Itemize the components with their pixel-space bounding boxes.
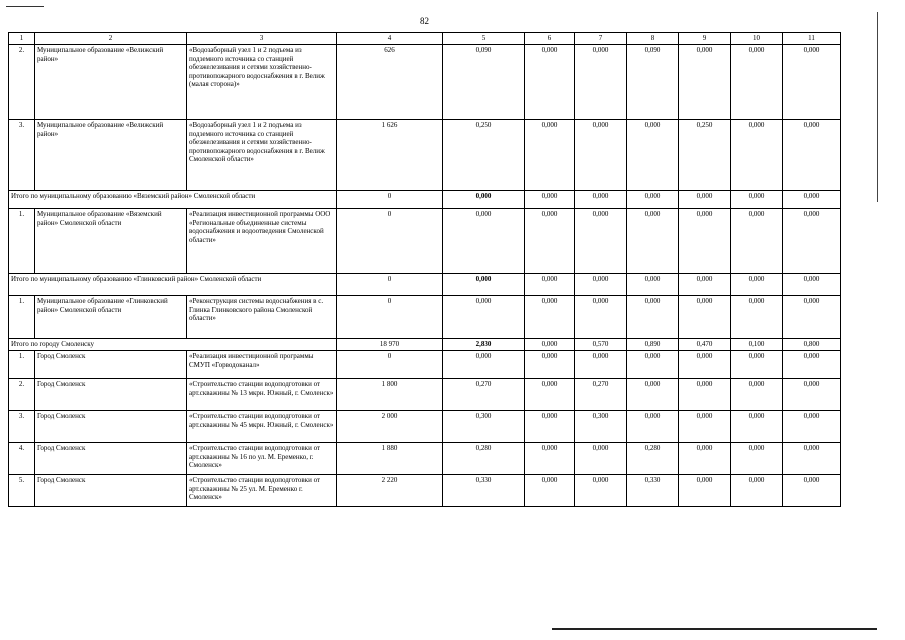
value-cell: 0 <box>337 296 443 339</box>
bottom-rule <box>552 628 877 630</box>
value-cell: 0,300 <box>443 411 525 443</box>
value-cell: 0,000 <box>575 475 627 507</box>
value-cell: 0,000 <box>525 379 575 411</box>
municipality-cell: Муниципальное образование «Глинковский район» Смоленской области <box>35 296 187 339</box>
header-cell: 11 <box>783 33 841 45</box>
municipality-cell: Город Смоленск <box>35 351 187 379</box>
value-cell: 0,250 <box>443 120 525 191</box>
value-cell: 0,000 <box>575 443 627 475</box>
row-number: 1. <box>9 351 35 379</box>
value-cell: 0,000 <box>525 45 575 120</box>
value-cell: 2 220 <box>337 475 443 507</box>
table-row <box>9 351 841 379</box>
value-cell: 626 <box>337 45 443 120</box>
value-cell <box>443 339 525 351</box>
value-cell: 0,000 <box>627 411 679 443</box>
value-cell: 0,000 <box>679 443 731 475</box>
project-cell: «Реализация инвестиционной программы ООО «Региональные объединенные системы водоснабжения и водоотведения Смоленской области» <box>187 209 337 274</box>
value-cell: 0,000 <box>575 45 627 120</box>
value-cell: 0 <box>337 209 443 274</box>
row-number: 4. <box>9 443 35 475</box>
value-cell: 0,000 <box>783 379 841 411</box>
value-cell: 0,000 <box>783 274 841 296</box>
value-cell: 0,000 <box>731 274 783 296</box>
total-row <box>9 339 841 351</box>
value-cell: 0,300 <box>575 411 627 443</box>
total-row <box>9 274 841 296</box>
row-number: 2. <box>9 379 35 411</box>
value-cell: 0,000 <box>731 475 783 507</box>
value-cell: 0,000 <box>783 45 841 120</box>
value-cell <box>443 274 525 296</box>
project-cell: «Строительство станции водоподготовки от арт.скважины № 16 по ул. М. Еременко, г. Смоленск» <box>187 443 337 475</box>
value-cell: 0,000 <box>575 209 627 274</box>
municipality-cell: Город Смоленск <box>35 411 187 443</box>
project-cell: «Реализация инвестиционной программы СМУП «Горводоканал» <box>187 351 337 379</box>
value-cell: 0 <box>337 351 443 379</box>
value-cell: 1 800 <box>337 379 443 411</box>
bold-value: 0,000 <box>475 275 492 283</box>
value-cell: 0,000 <box>679 351 731 379</box>
value-cell: 0,570 <box>575 339 627 351</box>
municipality-cell: Город Смоленск <box>35 475 187 507</box>
value-cell: 0,470 <box>679 339 731 351</box>
value-cell: 0,000 <box>783 475 841 507</box>
value-cell: 0,000 <box>443 209 525 274</box>
value-cell: 0,000 <box>679 45 731 120</box>
table-row <box>9 411 841 443</box>
total-label: Итого по муниципальному образованию «Вяземский район» Смоленской области <box>9 191 337 209</box>
value-cell: 0,000 <box>627 351 679 379</box>
header-cell: 7 <box>575 33 627 45</box>
value-cell: 0,000 <box>731 379 783 411</box>
header-cell: 4 <box>337 33 443 45</box>
header-cell: 1 <box>9 33 35 45</box>
total-label: Итого по муниципальному образованию «Глинковский район» Смоленской области <box>9 274 337 296</box>
value-cell: 0,890 <box>627 339 679 351</box>
value-cell: 0,000 <box>627 274 679 296</box>
value-cell <box>443 191 525 209</box>
value-cell: 0,330 <box>627 475 679 507</box>
table-row <box>9 45 841 120</box>
municipality-cell: Город Смоленск <box>35 443 187 475</box>
municipality-cell: Муниципальное образование «Вяземский район» Смоленской области <box>35 209 187 274</box>
header-cell: 6 <box>525 33 575 45</box>
total-label: Итого по городу Смоленску <box>9 339 337 351</box>
bold-value: 0,000 <box>475 192 492 200</box>
page-number: 82 <box>420 16 429 26</box>
project-cell: «Водозаборный узел 1 и 2 подъема из подземного источника со станцией обезжелезивания и сетями хозяйственно-противопожарного водоснабжения в г. Велиж Смоленской области» <box>187 120 337 191</box>
value-cell: 0,000 <box>679 411 731 443</box>
table-row <box>9 443 841 475</box>
value-cell: 0,000 <box>783 296 841 339</box>
value-cell: 0,280 <box>627 443 679 475</box>
header-cell: 10 <box>731 33 783 45</box>
table-row <box>9 209 841 274</box>
row-number: 5. <box>9 475 35 507</box>
header-row <box>9 33 841 45</box>
header-cell: 5 <box>443 33 525 45</box>
value-cell: 0,000 <box>783 209 841 274</box>
value-cell: 0,000 <box>525 296 575 339</box>
value-cell: 0,000 <box>679 475 731 507</box>
value-cell: 0,250 <box>679 120 731 191</box>
municipality-cell: Муниципальное образование «Велижский район» <box>35 45 187 120</box>
municipality-cell: Муниципальное образование «Велижский район» <box>35 120 187 191</box>
value-cell: 0,000 <box>627 191 679 209</box>
value-cell: 0,270 <box>443 379 525 411</box>
value-cell: 1 626 <box>337 120 443 191</box>
value-cell: 0,000 <box>575 296 627 339</box>
top-rule <box>6 6 44 7</box>
value-cell: 0,000 <box>525 120 575 191</box>
value-cell: 0,280 <box>443 443 525 475</box>
value-cell: 0,000 <box>731 120 783 191</box>
bold-value: 2,830 <box>475 340 492 348</box>
value-cell: 1 880 <box>337 443 443 475</box>
header-cell: 8 <box>627 33 679 45</box>
project-cell: «Строительство станции водоподготовки от арт.скважины № 25 ул. М. Еременко г. Смоленск» <box>187 475 337 507</box>
value-cell: 0,000 <box>443 296 525 339</box>
value-cell: 0,000 <box>525 209 575 274</box>
value-cell: 2 000 <box>337 411 443 443</box>
table-row <box>9 475 841 507</box>
value-cell: 0,800 <box>783 339 841 351</box>
header-cell: 3 <box>187 33 337 45</box>
value-cell: 0,100 <box>731 339 783 351</box>
value-cell: 0,000 <box>783 443 841 475</box>
value-cell: 0,000 <box>525 411 575 443</box>
project-cell: «Реконструкция системы водоснабжения в с. Глинка Глинковского района Смоленской области» <box>187 296 337 339</box>
value-cell: 0,000 <box>525 351 575 379</box>
value-cell: 0,000 <box>679 209 731 274</box>
table-row <box>9 296 841 339</box>
header-cell: 2 <box>35 33 187 45</box>
value-cell: 0,000 <box>575 274 627 296</box>
table-row <box>9 120 841 191</box>
project-cell: «Строительство станции водоподготовки от арт.скважины № 45 мкрн. Южный, г. Смоленск» <box>187 411 337 443</box>
value-cell: 18 970 <box>337 339 443 351</box>
value-cell: 0,000 <box>525 191 575 209</box>
value-cell: 0,000 <box>627 209 679 274</box>
value-cell: 0 <box>337 274 443 296</box>
value-cell: 0,000 <box>679 296 731 339</box>
municipality-cell: Город Смоленск <box>35 379 187 411</box>
value-cell: 0,000 <box>627 296 679 339</box>
value-cell: 0,000 <box>731 191 783 209</box>
value-cell: 0,000 <box>783 120 841 191</box>
value-cell: 0,000 <box>783 351 841 379</box>
row-number: 2. <box>9 45 35 120</box>
project-cell: «Строительство станции водоподготовки от арт.скважины № 13 мкрн. Южный, г. Смоленск» <box>187 379 337 411</box>
value-cell: 0,000 <box>525 339 575 351</box>
value-cell: 0,000 <box>783 411 841 443</box>
value-cell: 0,000 <box>627 120 679 191</box>
value-cell: 0,270 <box>575 379 627 411</box>
value-cell: 0,090 <box>627 45 679 120</box>
row-number: 1. <box>9 209 35 274</box>
value-cell: 0,000 <box>679 191 731 209</box>
value-cell: 0,000 <box>575 351 627 379</box>
value-cell: 0 <box>337 191 443 209</box>
value-cell: 0,000 <box>575 120 627 191</box>
value-cell: 0,000 <box>731 351 783 379</box>
value-cell: 0,000 <box>679 274 731 296</box>
header-cell: 9 <box>679 33 731 45</box>
margin-rule <box>877 12 878 202</box>
value-cell: 0,000 <box>731 411 783 443</box>
value-cell: 0,000 <box>731 45 783 120</box>
total-row <box>9 191 841 209</box>
table-row <box>9 379 841 411</box>
row-number: 3. <box>9 411 35 443</box>
value-cell: 0,000 <box>575 191 627 209</box>
value-cell: 0,000 <box>525 443 575 475</box>
value-cell: 0,000 <box>731 443 783 475</box>
project-cell: «Водозаборный узел 1 и 2 подъема из подземного источника со станцией обезжелезивания и сетями хозяйственно-противопожарного водоснабжения в г. Велиж (малая сторона)» <box>187 45 337 120</box>
value-cell: 0,000 <box>525 475 575 507</box>
value-cell: 0,000 <box>525 274 575 296</box>
value-cell: 0,000 <box>627 379 679 411</box>
value-cell: 0,000 <box>679 379 731 411</box>
value-cell: 0,000 <box>731 296 783 339</box>
value-cell: 0,000 <box>731 209 783 274</box>
value-cell: 0,000 <box>443 351 525 379</box>
row-number: 1. <box>9 296 35 339</box>
data-table <box>8 32 841 507</box>
value-cell: 0,330 <box>443 475 525 507</box>
value-cell: 0,090 <box>443 45 525 120</box>
value-cell: 0,000 <box>783 191 841 209</box>
row-number: 3. <box>9 120 35 191</box>
